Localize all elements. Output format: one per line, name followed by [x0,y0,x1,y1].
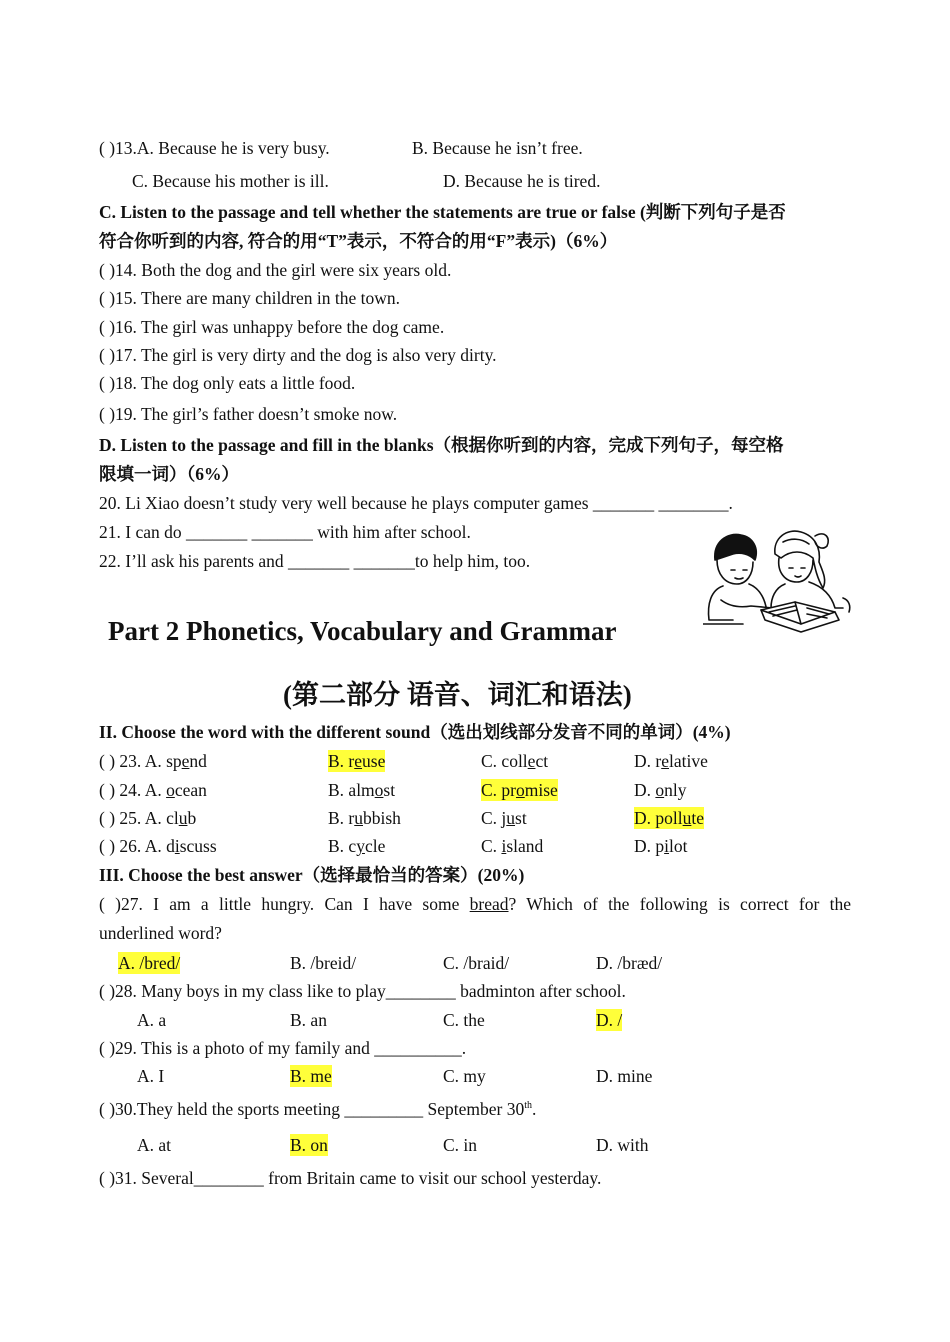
section-d-heading-2: 限填一词）（6%） [99,464,239,484]
q13-option-b: B. Because he isn’t free. [412,138,583,158]
q23-option-c: C. collect [481,751,549,771]
q31-stem: ( )31. Several________ from Britain came to visit our school yesterday. [99,1168,602,1188]
section-iii-heading: III. Choose the best answer（选择最恰当的答案）(20%) [99,865,525,885]
q30-option-d: D. with [596,1135,649,1155]
section-c-heading-2: 符合你听到的内容, 符合的用“T”表示，不符合的用“F”表示)（6%） [99,231,618,251]
q30-option-a: A. at [137,1135,172,1155]
q27-underlined-word: bread [469,894,509,914]
question-15: ( )15. There are many children in the town. [99,288,400,308]
question-22: 22. I’ll ask his parents and _______ _______to help him, too. [99,551,531,571]
question-19: ( )19. The girl’s father doesn’t smoke now. [99,404,398,424]
children-reading-illustration [703,528,853,634]
q25-option-b: B. rubbish [328,808,401,828]
question-16: ( )16. The girl was unhappy before the dog came. [99,317,445,337]
q29-option-a: A. I [137,1066,165,1086]
q13-stem: ( )13.A. Because he is very busy. [99,138,330,158]
q24-option-a: ( ) 24. A. ocean [99,780,207,800]
q26-option-c: C. island [481,836,544,856]
question-21: 21. I can do _______ _______ with him after school. [99,522,471,542]
q23-option-a: ( ) 23. A. spend [99,751,207,771]
q27-option-a-highlighted: A. /bred/ [118,953,181,973]
q23-option-d: D. relative [634,751,708,771]
q13-option-d: D. Because he is tired. [443,171,601,191]
q24-option-b: B. almost [328,780,396,800]
part2-subtitle: (第二部分 语音、词汇和语法) [283,680,632,710]
question-14: ( )14. Both the dog and the girl were six years old. [99,260,452,280]
q28-stem: ( )28. Many boys in my class like to play________ badminton after school. [99,981,626,1001]
q29-option-b-highlighted: B. me [290,1066,332,1086]
q28-option-b: B. an [290,1010,327,1030]
q27-stem-line2: underlined word? [99,923,222,943]
q24-option-d: D. only [634,780,687,800]
q30-option-b-highlighted: B. on [290,1135,328,1155]
q26-option-a: ( ) 26. A. discuss [99,836,217,856]
q28-option-c: C. the [443,1010,485,1030]
q29-option-c: C. my [443,1066,486,1086]
q25-option-a: ( ) 25. A. club [99,808,197,828]
question-18: ( )18. The dog only eats a little food. [99,373,356,393]
q23-option-b-highlighted: B. reuse [328,751,386,771]
q25-option-d-highlighted: D. pollute [634,808,705,828]
q28-option-d-highlighted: D. / [596,1010,623,1030]
question-17: ( )17. The girl is very dirty and the dog is also very dirty. [99,345,497,365]
section-d-heading-1: D. Listen to the passage and fill in the blanks（根据你听到的内容，完成下列句子，每空格 [99,435,784,455]
q24-option-c-highlighted: C. promise [481,780,558,800]
q27-option-d: D. /bræd/ [596,953,663,973]
q30-option-c: C. in [443,1135,478,1155]
question-20: 20. Li Xiao doesn’t study very well because he plays computer games _______ ________. [99,493,733,513]
section-c-heading-1: C. Listen to the passage and tell whether the statements are true or false (判断下列句子是否 [99,202,786,222]
q30-stem: ( )30.They held the sports meeting _________ September 30th. [99,1099,537,1119]
q29-stem: ( )29. This is a photo of my family and __________. [99,1038,467,1058]
q29-option-d: D. mine [596,1066,653,1086]
q28-option-a: A. a [137,1010,167,1030]
section-ii-heading: II. Choose the word with the different sound（选出划线部分发音不同的单词）(4%) [99,722,731,742]
part2-title: Part 2 Phonetics, Vocabulary and Grammar [108,616,617,646]
q27-option-b: B. /breid/ [290,953,357,973]
q27-stem: ( )27. I am a little hungry. Can I have some bread? Which of the following is correct for the [99,894,852,914]
q26-option-b: B. cycle [328,836,386,856]
q13-option-c: C. Because his mother is ill. [132,171,329,191]
q26-option-d: D. pilot [634,836,688,856]
q25-option-c: C. just [481,808,527,828]
q27-option-c: C. /braid/ [443,953,510,973]
